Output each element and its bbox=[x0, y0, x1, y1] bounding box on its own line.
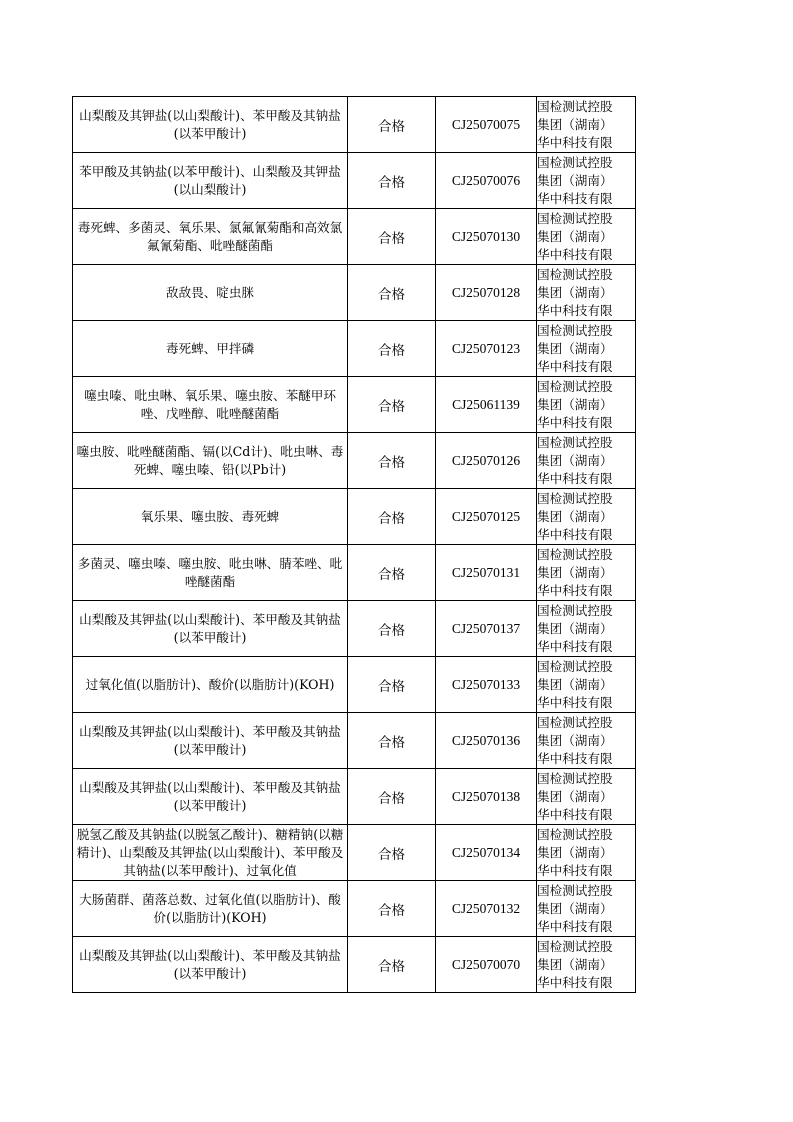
report-number-cell: CJ25070132 bbox=[436, 881, 537, 937]
table-row bbox=[73, 657, 636, 713]
table-row bbox=[73, 209, 636, 265]
test-items-cell: 多菌灵、噻虫嗪、噻虫胺、吡虫啉、腈苯唑、吡唑醚菌酯 bbox=[73, 545, 348, 601]
result-cell: 合格 bbox=[348, 545, 436, 601]
table-row bbox=[73, 769, 636, 825]
report-number-cell: CJ25070125 bbox=[436, 489, 537, 545]
result-cell: 合格 bbox=[348, 153, 436, 209]
test-items-cell: 敌敌畏、啶虫脒 bbox=[73, 265, 348, 321]
testing-agency-cell: 国检测试控股 集团（湖南） 华中科技有限 bbox=[537, 153, 636, 209]
result-cell: 合格 bbox=[348, 881, 436, 937]
testing-agency-cell: 国检测试控股 集团（湖南） 华中科技有限 bbox=[537, 937, 636, 993]
test-items-cell: 山梨酸及其钾盐(以山梨酸计)、苯甲酸及其钠盐(以苯甲酸计) bbox=[73, 937, 348, 993]
testing-agency-cell: 国检测试控股 集团（湖南） 华中科技有限 bbox=[537, 321, 636, 377]
testing-agency-cell: 国检测试控股 集团（湖南） 华中科技有限 bbox=[537, 825, 636, 881]
table-row bbox=[73, 545, 636, 601]
table-row bbox=[73, 825, 636, 881]
test-items-cell: 苯甲酸及其钠盐(以苯甲酸计)、山梨酸及其钾盐(以山梨酸计) bbox=[73, 153, 348, 209]
table-row bbox=[73, 377, 636, 433]
result-cell: 合格 bbox=[348, 265, 436, 321]
testing-agency-cell: 国检测试控股 集团（湖南） 华中科技有限 bbox=[537, 377, 636, 433]
result-cell: 合格 bbox=[348, 825, 436, 881]
result-cell: 合格 bbox=[348, 433, 436, 489]
table-row bbox=[73, 265, 636, 321]
result-cell: 合格 bbox=[348, 321, 436, 377]
testing-agency-cell: 国检测试控股 集团（湖南） 华中科技有限 bbox=[537, 769, 636, 825]
table-row bbox=[73, 321, 636, 377]
testing-agency-cell: 国检测试控股 集团（湖南） 华中科技有限 bbox=[537, 657, 636, 713]
test-items-cell: 氧乐果、噻虫胺、毒死蜱 bbox=[73, 489, 348, 545]
report-number-cell: CJ25070131 bbox=[436, 545, 537, 601]
result-cell: 合格 bbox=[348, 937, 436, 993]
testing-agency-cell: 国检测试控股 集团（湖南） 华中科技有限 bbox=[537, 433, 636, 489]
report-number-cell: CJ25070126 bbox=[436, 433, 537, 489]
result-cell: 合格 bbox=[348, 713, 436, 769]
test-items-cell: 过氧化值(以脂肪计)、酸价(以脂肪计)(KOH) bbox=[73, 657, 348, 713]
test-items-cell: 大肠菌群、菌落总数、过氧化值(以脂肪计)、酸价(以脂肪计)(KOH) bbox=[73, 881, 348, 937]
testing-agency-cell: 国检测试控股 集团（湖南） 华中科技有限 bbox=[537, 97, 636, 153]
table-row bbox=[73, 433, 636, 489]
result-cell: 合格 bbox=[348, 97, 436, 153]
result-cell: 合格 bbox=[348, 657, 436, 713]
result-cell: 合格 bbox=[348, 769, 436, 825]
table-row bbox=[73, 153, 636, 209]
table-row bbox=[73, 713, 636, 769]
report-number-cell: CJ25070076 bbox=[436, 153, 537, 209]
report-number-cell: CJ25070128 bbox=[436, 265, 537, 321]
test-items-cell: 噻虫嗪、吡虫啉、氧乐果、噻虫胺、苯醚甲环唑、戊唑醇、吡唑醚菌酯 bbox=[73, 377, 348, 433]
test-items-cell: 脱氢乙酸及其钠盐(以脱氢乙酸计)、糖精钠(以糖精计)、山梨酸及其钾盐(以山梨酸计)、苯甲酸及其钠盐(以苯甲酸计)、过氧化值 bbox=[73, 825, 348, 881]
testing-agency-cell: 国检测试控股 集团（湖南） 华中科技有限 bbox=[537, 545, 636, 601]
report-number-cell: CJ25070137 bbox=[436, 601, 537, 657]
report-number-cell: CJ25070133 bbox=[436, 657, 537, 713]
result-cell: 合格 bbox=[348, 377, 436, 433]
result-cell: 合格 bbox=[348, 209, 436, 265]
table-body bbox=[73, 97, 636, 993]
report-number-cell: CJ25070130 bbox=[436, 209, 537, 265]
report-number-cell: CJ25070136 bbox=[436, 713, 537, 769]
testing-agency-cell: 国检测试控股 集团（湖南） 华中科技有限 bbox=[537, 713, 636, 769]
result-cell: 合格 bbox=[348, 601, 436, 657]
test-items-cell: 山梨酸及其钾盐(以山梨酸计)、苯甲酸及其钠盐(以苯甲酸计) bbox=[73, 601, 348, 657]
table-row bbox=[73, 881, 636, 937]
table-row bbox=[73, 601, 636, 657]
report-number-cell: CJ25061139 bbox=[436, 377, 537, 433]
inspection-results-table bbox=[72, 96, 636, 993]
report-number-cell: CJ25070138 bbox=[436, 769, 537, 825]
testing-agency-cell: 国检测试控股 集团（湖南） 华中科技有限 bbox=[537, 601, 636, 657]
test-items-cell: 山梨酸及其钾盐(以山梨酸计)、苯甲酸及其钠盐(以苯甲酸计) bbox=[73, 713, 348, 769]
table-row bbox=[73, 489, 636, 545]
report-number-cell: CJ25070070 bbox=[436, 937, 537, 993]
table-row bbox=[73, 937, 636, 993]
testing-agency-cell: 国检测试控股 集团（湖南） 华中科技有限 bbox=[537, 489, 636, 545]
report-number-cell: CJ25070123 bbox=[436, 321, 537, 377]
test-items-cell: 噻虫胺、吡唑醚菌酯、镉(以Cd计)、吡虫啉、毒死蜱、噻虫嗪、铅(以Pb计) bbox=[73, 433, 348, 489]
testing-agency-cell: 国检测试控股 集团（湖南） 华中科技有限 bbox=[537, 209, 636, 265]
testing-agency-cell: 国检测试控股 集团（湖南） 华中科技有限 bbox=[537, 265, 636, 321]
report-number-cell: CJ25070134 bbox=[436, 825, 537, 881]
testing-agency-cell: 国检测试控股 集团（湖南） 华中科技有限 bbox=[537, 881, 636, 937]
table-row bbox=[73, 97, 636, 153]
test-items-cell: 山梨酸及其钾盐(以山梨酸计)、苯甲酸及其钠盐(以苯甲酸计) bbox=[73, 769, 348, 825]
report-number-cell: CJ25070075 bbox=[436, 97, 537, 153]
test-items-cell: 山梨酸及其钾盐(以山梨酸计)、苯甲酸及其钠盐(以苯甲酸计) bbox=[73, 97, 348, 153]
test-items-cell: 毒死蜱、多菌灵、氧乐果、氯氟氰菊酯和高效氯氟氰菊酯、吡唑醚菌酯 bbox=[73, 209, 348, 265]
result-cell: 合格 bbox=[348, 489, 436, 545]
test-items-cell: 毒死蜱、甲拌磷 bbox=[73, 321, 348, 377]
